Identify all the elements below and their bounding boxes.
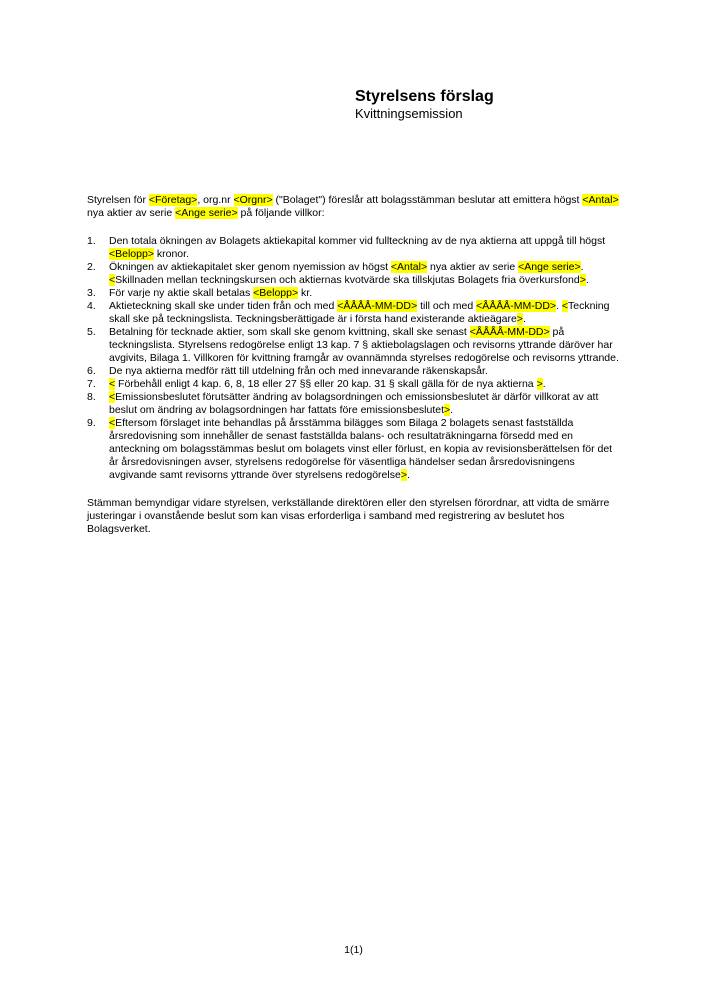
placeholder-field: >: [516, 313, 523, 325]
placeholder-field: >: [444, 404, 451, 416]
condition-number: 5.: [87, 326, 96, 338]
placeholder-field: >: [400, 469, 407, 481]
text-run: nya aktier av serie: [87, 207, 176, 219]
condition-number: 8.: [87, 391, 96, 403]
text-run: .: [542, 378, 546, 390]
text-run: .: [585, 274, 589, 286]
placeholder-field: <Antal>: [390, 261, 428, 273]
condition-item: [87, 378, 622, 391]
condition-number: 7.: [87, 378, 96, 390]
text-run: Den totala ökningen av Bolagets aktiekapital kommer vid fullteckning av de nya aktierna att uppgå till högst: [109, 235, 606, 247]
condition-text: [109, 391, 598, 416]
placeholder-field: >: [536, 378, 543, 390]
condition-text: [109, 365, 488, 377]
text-run: Skillnaden mellan teckningskursen och aktiernas kvotvärde ska tillskjutas Bolagets fria överkursfond: [115, 274, 580, 286]
condition-text: [109, 378, 546, 390]
condition-number: 1.: [87, 235, 96, 247]
placeholder-field: >: [579, 274, 586, 286]
text-run: på teckningslista. Styrelsens redogörelse enligt 13 kap. 7 § aktiebolagslagen och revisorns yttrande däröver har avgivits, Bilaga 1. Villkoren för kvittning framgår av ovannämnda styrelses redogörelse och revisorns yttrande.: [109, 326, 619, 364]
condition-item: [87, 365, 622, 378]
condition-text: [109, 235, 605, 260]
page-number: 1(1): [344, 944, 363, 956]
text-run: .: [522, 313, 526, 325]
text-run: Eftersom förslaget inte behandlas på årsstämma bilägges som Bilaga 2 bolagets senast fastställda årsredovisning som innehåller de senast fastställda balans- och resultaträkningarna försedd med en anteckning om bolagsstämmas beslut om bolagets vinst eller förlust, en kopia av revisionsberättelsen för det år årsredovisningen avser, styrelsens redogörelse för väsentliga händelser sedan årsredovisningens avgivande samt revisorns yttrande över styrelsens redogörelse: [109, 417, 613, 481]
placeholder-field: <ÅÅÅÅ-MM-DD>: [337, 300, 418, 312]
placeholder-field: <: [561, 300, 569, 312]
placeholder-field: <: [109, 274, 116, 286]
condition-number: 9.: [87, 417, 96, 429]
condition-item: [87, 391, 622, 417]
text-run: på följande villkor:: [237, 207, 325, 219]
text-run: För varje ny aktie skall betalas: [109, 287, 254, 299]
placeholder-field: <Orgnr>: [233, 194, 273, 206]
text-run: , org.nr: [197, 194, 234, 206]
placeholder-field: <ÅÅÅÅ-MM-DD>: [469, 326, 550, 338]
text-run: Teckning skall ske på teckningslista. Teckningsberättigade är i första hand existerande aktieägare: [109, 300, 610, 325]
document-subtitle: Kvittningsemission: [355, 106, 463, 121]
text-run: ("Bolaget") föreslår att bolagsstämman beslutar att emittera högst: [272, 194, 583, 206]
condition-item: [87, 300, 622, 326]
intro-paragraph: [87, 194, 622, 220]
text-run: kr.: [298, 287, 313, 299]
condition-text: [109, 417, 612, 481]
text-run: .: [450, 404, 454, 416]
text-run: Ökningen av aktiekapitalet sker genom nyemission av högst: [109, 261, 391, 273]
condition-number: 2.: [87, 261, 96, 273]
condition-item: [87, 287, 622, 300]
condition-number: 3.: [87, 287, 96, 299]
closing-paragraph: Stämman bemyndigar vidare styrelsen, verkställande direktören eller den styrelsen förordnar, att vidta de smärre justeringar i ovanstående beslut som kan visas erforderliga i samband med registrering av beslutet hos Bolagsverket.: [87, 497, 610, 535]
condition-item: [87, 417, 622, 482]
placeholder-field: <: [109, 417, 116, 429]
placeholder-field: <: [109, 391, 116, 403]
condition-number: 6.: [87, 365, 96, 377]
placeholder-field: <: [109, 378, 116, 390]
condition-text: [109, 287, 312, 299]
text-run: De nya aktierna medför rätt till utdelning från och med innevarande räkenskapsår.: [109, 365, 488, 377]
conditions-list: [87, 235, 622, 482]
text-run: kronor.: [153, 248, 189, 260]
text-run: nya aktier av serie: [427, 261, 519, 273]
condition-number: 4.: [87, 300, 96, 312]
placeholder-field: <Ange serie>: [175, 207, 238, 219]
condition-text: [109, 300, 609, 325]
text-run: .: [580, 261, 584, 273]
placeholder-field: <Belopp>: [109, 248, 154, 260]
text-run: Betalning för tecknade aktier, som skall ske genom kvittning, skall ske senast: [109, 326, 470, 338]
text-run: Emissionsbeslutet förutsätter ändring av bolagsordningen och emissionsbeslutet är därför villkorat av att beslut om ändring av bolagsordningen har fattats före emissionsbeslutet: [109, 391, 599, 416]
text-run: till och med: [417, 300, 477, 312]
text-run: .: [556, 300, 562, 312]
text-run: Styrelsen för: [87, 194, 149, 206]
placeholder-field: <Antal>: [582, 194, 619, 206]
text-run: Förbehåll enligt 4 kap. 6, 8, 18 eller 27 §§ eller 20 kap. 31 § skall gälla för de nya aktierna: [115, 378, 537, 390]
document-body: [87, 194, 622, 536]
condition-item: [87, 326, 622, 365]
condition-text: [109, 261, 589, 286]
condition-text: [109, 326, 619, 364]
condition-item: [87, 261, 622, 287]
condition-item: [87, 235, 622, 261]
placeholder-field: <Företag>: [148, 194, 198, 206]
placeholder-field: <ÅÅÅÅ-MM-DD>: [476, 300, 557, 312]
document-title: Styrelsens förslag: [355, 88, 494, 105]
text-run: .: [406, 469, 410, 481]
text-run: Aktieteckning skall ske under tiden från och med: [109, 300, 338, 312]
placeholder-field: <Ange serie>: [518, 261, 581, 273]
placeholder-field: <Belopp>: [253, 287, 299, 299]
